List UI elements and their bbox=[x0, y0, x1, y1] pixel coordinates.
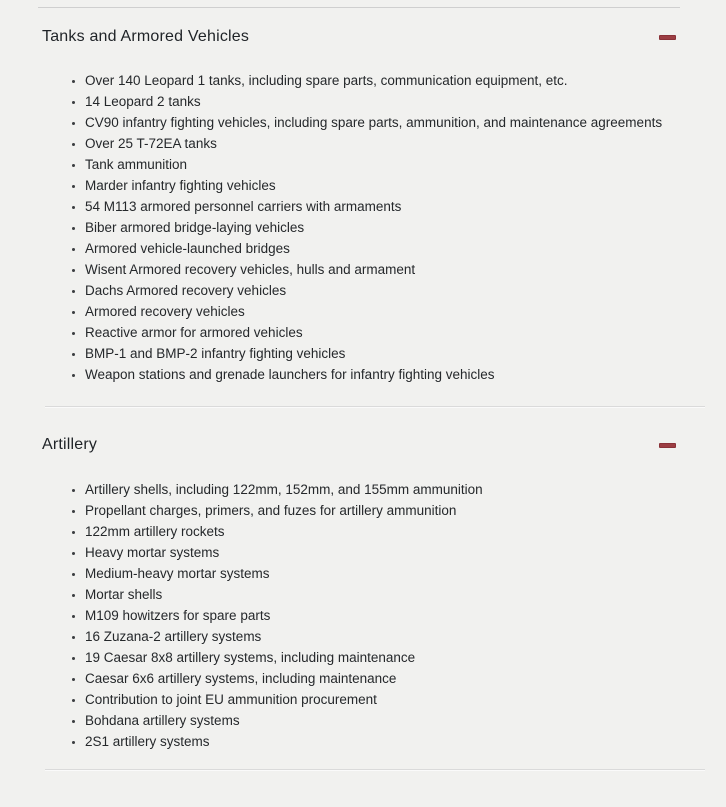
accordion-header-tanks[interactable] bbox=[42, 27, 676, 47]
list-item: • Tank ammunition bbox=[85, 154, 676, 175]
list-item: • 122mm artillery rockets bbox=[85, 521, 676, 542]
list-item: • Wisent Armored recovery vehicles, hulls and armament bbox=[85, 259, 676, 280]
section-title: Tanks and Armored Vehicles bbox=[42, 28, 250, 45]
list-item: • CV90 infantry fighting vehicles, including spare parts, ammunition, and maintenance agreements bbox=[85, 112, 676, 133]
section-title: Artillery bbox=[42, 436, 98, 453]
list-item: • Reactive armor for armored vehicles bbox=[85, 322, 676, 343]
list-item: • Dachs Armored recovery vehicles bbox=[85, 280, 676, 301]
list-item: • Bohdana artillery systems bbox=[85, 710, 676, 731]
list-item: • Marder infantry fighting vehicles bbox=[85, 175, 676, 196]
accordion-page bbox=[0, 7, 726, 770]
bottom-divider bbox=[45, 769, 705, 770]
list-item: • Heavy mortar systems bbox=[85, 542, 676, 563]
list-item: • M109 howitzers for spare parts bbox=[85, 605, 676, 626]
list-item: • Armored vehicle-launched bridges bbox=[85, 238, 676, 259]
list-item: • 54 M113 armored personnel carriers with armaments bbox=[85, 196, 676, 217]
section-item-list bbox=[42, 70, 676, 385]
minus-icon[interactable] bbox=[659, 443, 676, 448]
section-artillery bbox=[0, 435, 726, 752]
list-item: • Contribution to joint EU ammunition procurement bbox=[85, 689, 676, 710]
accordion-header-artillery[interactable] bbox=[42, 435, 676, 455]
list-item: • Propellant charges, primers, and fuzes for artillery ammunition bbox=[85, 500, 676, 521]
minus-icon[interactable] bbox=[659, 35, 676, 40]
list-item: • Over 25 T-72EA tanks bbox=[85, 133, 676, 154]
list-item: • 16 Zuzana-2 artillery systems bbox=[85, 626, 676, 647]
list-item: • Biber armored bridge-laying vehicles bbox=[85, 217, 676, 238]
list-item: • Medium-heavy mortar systems bbox=[85, 563, 676, 584]
list-item: • Armored recovery vehicles bbox=[85, 301, 676, 322]
section-divider bbox=[45, 406, 705, 407]
section-item-list bbox=[42, 479, 676, 752]
list-item: • Caesar 6x6 artillery systems, including maintenance bbox=[85, 668, 676, 689]
list-item: • 2S1 artillery systems bbox=[85, 731, 676, 752]
list-item: • BMP-1 and BMP-2 infantry fighting vehicles bbox=[85, 343, 676, 364]
section-tanks-and-armored-vehicles bbox=[0, 27, 726, 385]
list-item: • Over 140 Leopard 1 tanks, including spare parts, communication equipment, etc. bbox=[85, 70, 676, 91]
list-item: • 19 Caesar 8x8 artillery systems, including maintenance bbox=[85, 647, 676, 668]
list-item: • 14 Leopard 2 tanks bbox=[85, 91, 676, 112]
list-item: • Mortar shells bbox=[85, 584, 676, 605]
list-item: • Artillery shells, including 122mm, 152mm, and 155mm ammunition bbox=[85, 479, 676, 500]
list-item: • Weapon stations and grenade launchers for infantry fighting vehicles bbox=[85, 364, 676, 385]
top-divider bbox=[38, 7, 680, 8]
